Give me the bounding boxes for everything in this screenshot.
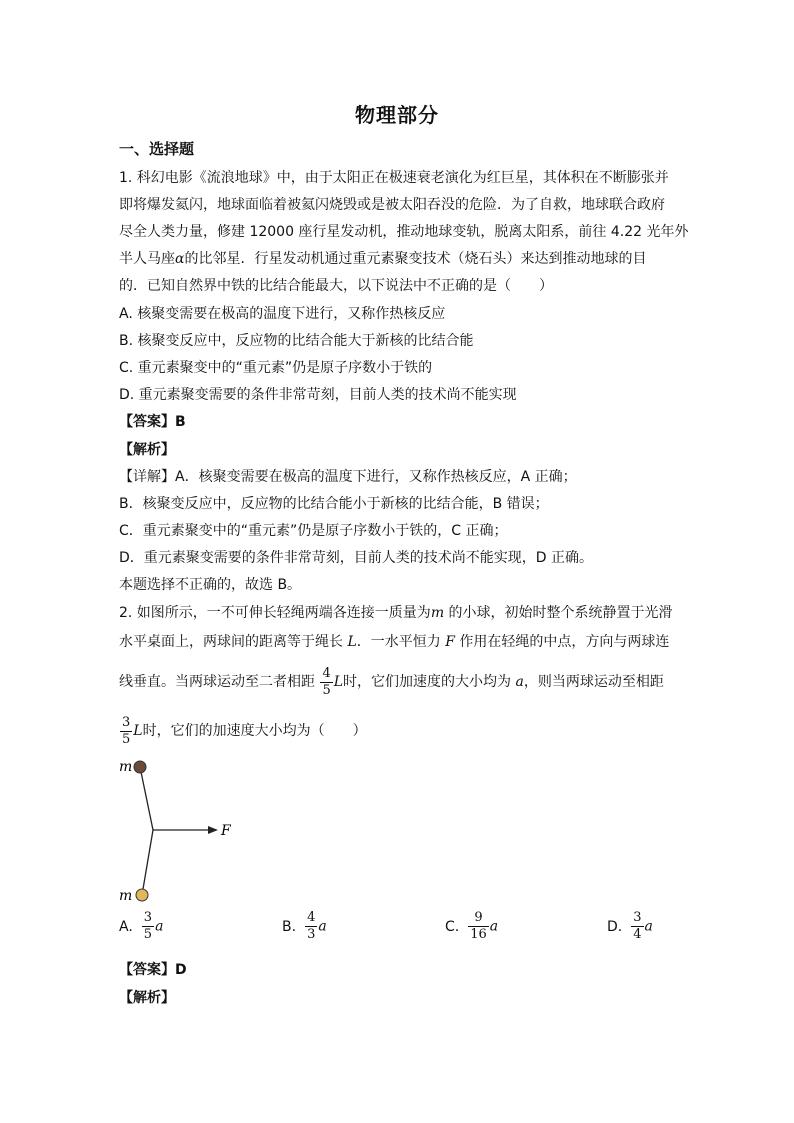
mass-symbol: m	[430, 605, 445, 621]
q2-line-2-rest: 作用在轻绳的中点，方向与两球连	[454, 634, 670, 650]
q2-answer: 【答案】D	[119, 962, 187, 978]
fraction-four-fifths	[320, 666, 332, 699]
fraction-numerator: 9	[468, 910, 489, 927]
fraction-denominator: 5	[122, 731, 131, 747]
fraction-numerator: 4	[307, 910, 316, 925]
q1-detail-2: B．核聚变反应中，反应物的比结合能小于新核的比结合能，B 错误；	[119, 496, 549, 512]
option-fraction	[468, 910, 489, 943]
fraction-denominator: 5	[143, 927, 153, 942]
force-label: F	[221, 823, 231, 839]
q1-detail-5: 本题选择不正确的，故选 B。	[119, 577, 302, 593]
q1-detail-3: C．重元素聚变中的“重元素”仍是原子序数小于铁的，C 正确；	[119, 523, 508, 539]
q2-line-4-rest: 时，它们的加速度大小均为（ ）	[142, 723, 367, 739]
length-symbol: L	[133, 723, 143, 739]
bottom-ball	[136, 889, 148, 901]
q1-detail-4: D．重元素聚变需要的条件非常苛刻，目前人类的技术尚不能实现，D 正确。	[119, 550, 594, 566]
acceleration-symbol: a	[318, 918, 327, 935]
rope-upper-segment	[140, 767, 153, 830]
q2-line-2-mid: ．一水平恒力	[356, 634, 446, 650]
fraction-denominator: 5	[322, 682, 331, 698]
rope-two-balls-figure	[114, 754, 254, 904]
fraction-denominator: 16	[470, 927, 487, 942]
q2-line-1-rest: 的小球，初始时整个系统静置于光滑	[444, 605, 673, 621]
q2-line-1	[119, 603, 673, 623]
q1-line-3: 尽全人类力量，修建 12000 座行星发动机，推动地球变轨，脱离太阳系，前往 4.22 光年外	[119, 224, 689, 240]
section-heading: 一、选择题	[119, 140, 195, 158]
q2-line-3-text: 线垂直。当两球运动至二者相距	[119, 674, 320, 690]
q2-option-b	[282, 910, 327, 943]
option-label: A.	[119, 918, 133, 935]
force-symbol: F	[445, 634, 455, 650]
q2-line-1-text: 2. 如图所示，一不可伸长轻绳两端各连接一质量为	[119, 605, 431, 621]
fraction-numerator: 3	[633, 910, 642, 925]
q2-option-d	[607, 910, 653, 943]
force-arrow-head	[208, 826, 218, 834]
top-ball	[134, 761, 146, 773]
fraction-denominator: 4	[633, 927, 642, 942]
option-label: C.	[445, 918, 460, 935]
q1-option-d: D. 重元素聚变需要的条件非常苛刻，目前人类的技术尚不能实现	[119, 387, 517, 403]
top-mass-label: m	[119, 759, 133, 775]
q1-analysis-label: 【解析】	[119, 442, 175, 458]
q1-detail-1: 【详解】A．核聚变需要在极高的温度下进行，又称作热核反应，A 正确；	[119, 469, 577, 485]
q1-line-4-text: 半人马座	[119, 251, 175, 267]
fraction-denominator: 3	[307, 927, 316, 942]
fraction-three-fifths	[120, 715, 132, 748]
option-label: B.	[282, 918, 297, 935]
q1-line-2: 即将爆发氦闪，地球面临着被氦闪烧毁或是被太阳吞没的危险．为了自救，地球联合政府	[119, 197, 665, 213]
q2-option-a	[119, 910, 163, 943]
page-title: 物理部分	[355, 103, 439, 127]
fraction-numerator: 4	[322, 665, 331, 681]
acceleration-symbol: a	[515, 674, 524, 690]
q2-line-2-text: 水平桌面上，两球间的距离等于绳长	[119, 634, 348, 650]
length-symbol: L	[347, 634, 357, 650]
alpha-symbol: α	[175, 251, 185, 267]
q1-line-1: 1. 科幻电影《流浪地球》中，由于太阳正在极速衰老演化为红巨星，其体积在不断膨张并	[119, 170, 669, 186]
q2-line-2	[119, 632, 669, 652]
q1-line-4-rest: 的比邻星．行星发动机通过重元素聚变技术（烧石头）来达到推动地球的目	[184, 251, 647, 267]
q2-analysis-label: 【解析】	[119, 990, 175, 1006]
q2-line-3-rest: ，则当两球运动至相距	[523, 674, 664, 690]
option-fraction	[142, 910, 154, 943]
q2-line-4	[119, 711, 367, 751]
q1-line-5: 的．已知自然界中铁的比结合能最大，以下说法中不正确的是（ ）	[119, 278, 553, 294]
fraction-numerator: 3	[143, 910, 153, 925]
rope-lower-segment	[142, 830, 153, 895]
length-symbol: L	[333, 674, 344, 690]
acceleration-symbol: a	[644, 918, 653, 935]
option-fraction	[305, 910, 317, 943]
acceleration-symbol: a	[155, 918, 164, 935]
q2-line-3-mid: 时，它们加速度的大小均为	[343, 674, 516, 690]
q2-option-c	[445, 910, 498, 943]
option-label: D.	[607, 918, 623, 935]
q1-option-c: C. 重元素聚变中的“重元素”仍是原子序数小于铁的	[119, 360, 433, 376]
fraction-numerator: 3	[122, 714, 131, 730]
option-fraction	[631, 910, 643, 943]
q1-option-a: A. 核聚变需要在极高的温度下进行，又称作热核反应	[119, 306, 446, 322]
acceleration-symbol: a	[489, 918, 499, 935]
q1-answer: 【答案】B	[119, 414, 186, 430]
q1-option-b: B. 核聚变反应中，反应物的比结合能大于新核的比结合能	[119, 333, 474, 349]
q1-line-4	[119, 249, 646, 269]
bottom-mass-label: m	[119, 888, 133, 904]
q2-line-3	[119, 662, 664, 702]
